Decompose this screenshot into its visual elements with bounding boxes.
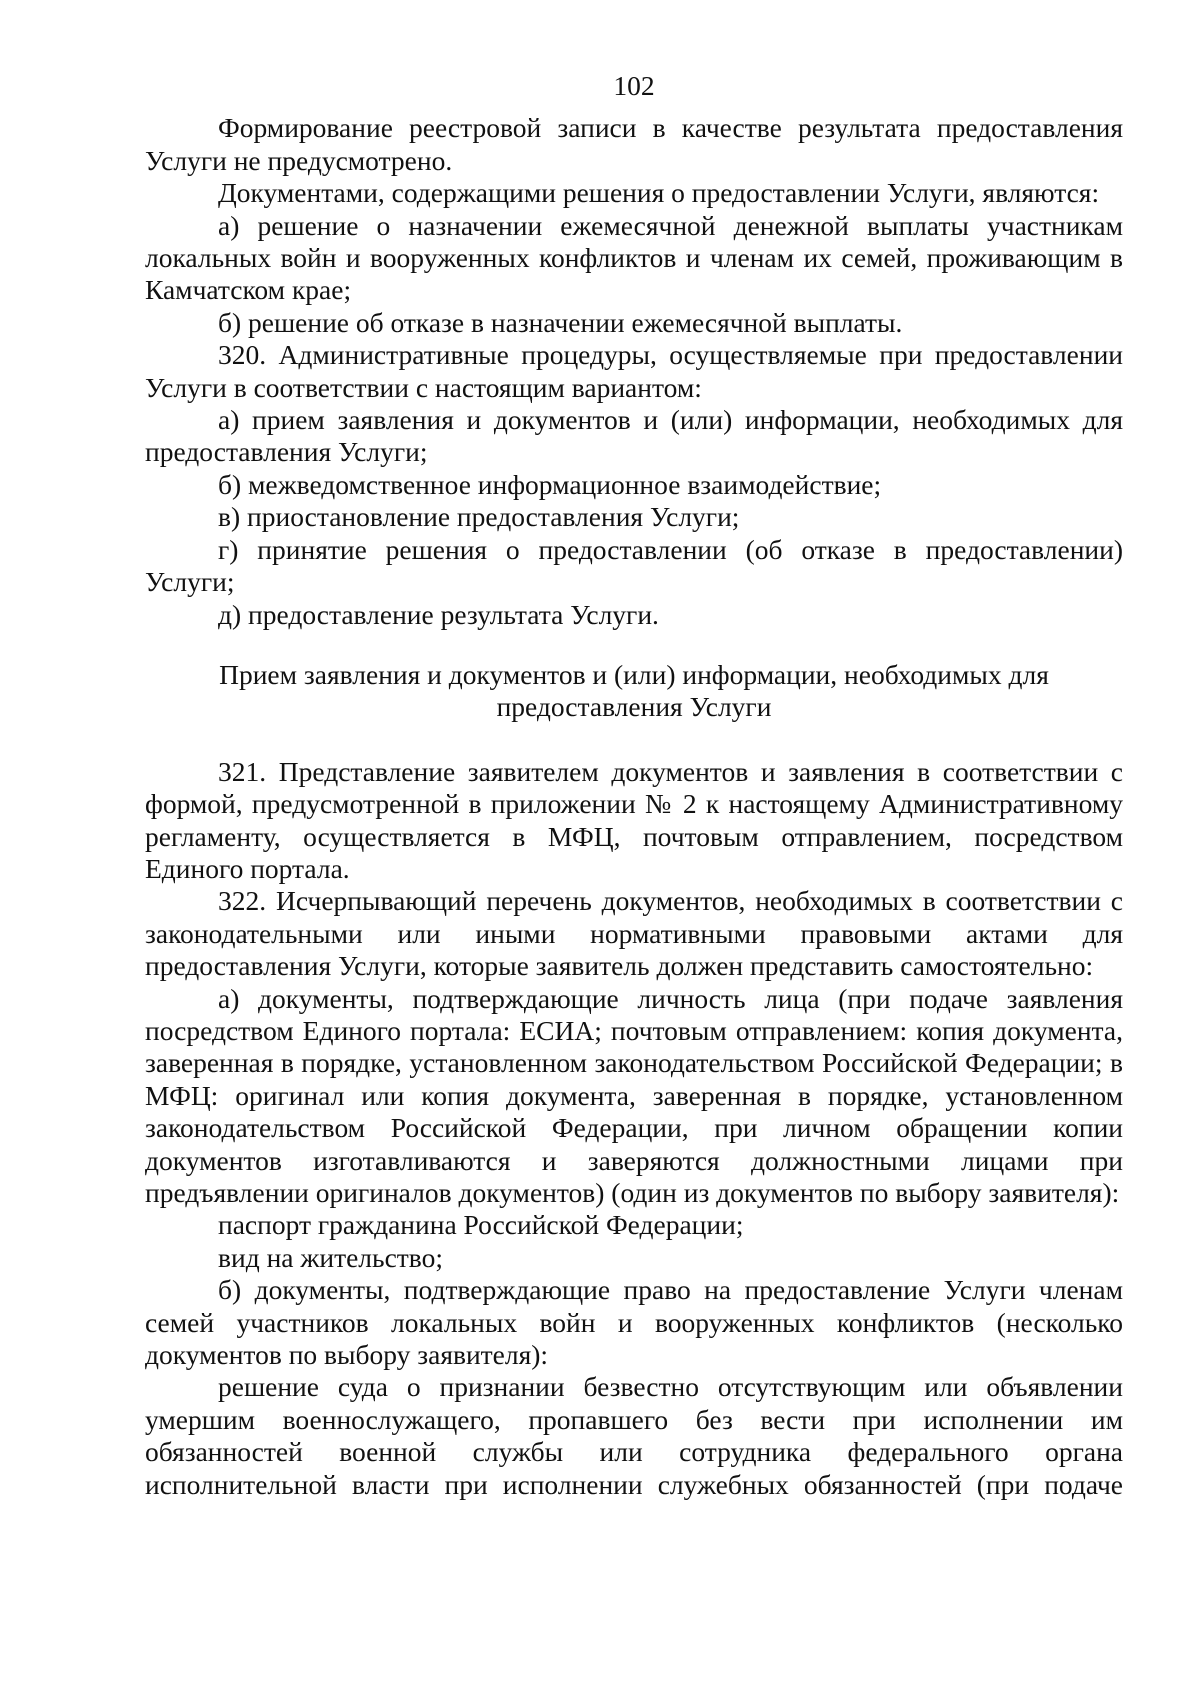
paragraph: 320. Административные процедуры, осуществляемые при предоставлении Услуги в соответствии с настоящим вариантом: (145, 339, 1123, 403)
paragraph: Формирование реестровой записи в качестве результата предоставления Услуги не предусмотрено. (145, 112, 1123, 176)
paragraph: паспорт гражданина Российской Федерации; (218, 1209, 744, 1241)
paragraph: а) документы, подтверждающие личность лица (при подаче заявления посредством Единого портала: ЕСИА; почтовым отправлением: копия документа, заверенная в порядке, установленном законодательством Российской Федерации; в МФЦ: оригинал или копия документа, заверенная в порядке, установленном законодательством Российской Федерации, при личном обращении копии документов изготавливаются и заверяются должностными лицами при предъявлении оригиналов документов) (один из документов по выбору заявителя): (145, 982, 1123, 1208)
paragraph: 322. Исчерпывающий перечень документов, необходимых в соответствии с законодательными или иными нормативными правовыми актами для предоставления Услуги, которые заявитель должен представить самостоятельно: (145, 885, 1123, 982)
paragraph: б) межведомственное информационное взаимодействие; (218, 468, 882, 500)
section-heading (145, 659, 1123, 724)
section-top (145, 112, 1123, 631)
paragraph: а) прием заявления и документов и (или) информации, необходимых для предоставления Услуги; (145, 404, 1123, 468)
paragraph: б) решение об отказе в назначении ежемесячной выплаты. (218, 306, 903, 338)
paragraph: 321. Представление заявителем документов и заявления в соответствии с формой, предусмотренной в приложении № 2 к настоящему Административному регламенту, осуществляется в МФЦ, почтовым отправлением, посредством Единого портала. (145, 755, 1123, 884)
section-heading-line: предоставления Услуги (496, 691, 772, 723)
page-number: 102 (613, 70, 655, 101)
paragraph: в) приостановление предоставления Услуги; (218, 501, 740, 533)
paragraph: а) решение о назначении ежемесячной денежной выплаты участникам локальных войн и вооруженных конфликтов и членам их семей, проживающим в Камчатском крае; (145, 209, 1123, 306)
paragraph: вид на жительство; (218, 1241, 443, 1273)
paragraph: Документами, содержащими решения о предоставлении Услуги, являются: (218, 177, 1100, 209)
paragraph: д) предоставление результата Услуги. (218, 598, 659, 630)
section-heading-line: Прием заявления и документов и (или) информации, необходимых для (219, 658, 1049, 690)
paragraph: г) принятие решения о предоставлении (об отказе в предоставлении) Услуги; (145, 533, 1123, 598)
section-bottom (145, 756, 1123, 1501)
document-page (145, 70, 1123, 1501)
paragraph: решение суда о признании безвестно отсутствующим или объявлении умершим военнослужащего, пропавшего без вести при исполнении им обязанностей военной службы или сотрудника федерального органа исполнительной власти при исполнении служебных обязанностей (при подаче (145, 1371, 1123, 1500)
paragraph: б) документы, подтверждающие право на предоставление Услуги членам семей участников локальных войн и вооруженных конфликтов (несколько документов по выбору заявителя): (145, 1274, 1123, 1371)
